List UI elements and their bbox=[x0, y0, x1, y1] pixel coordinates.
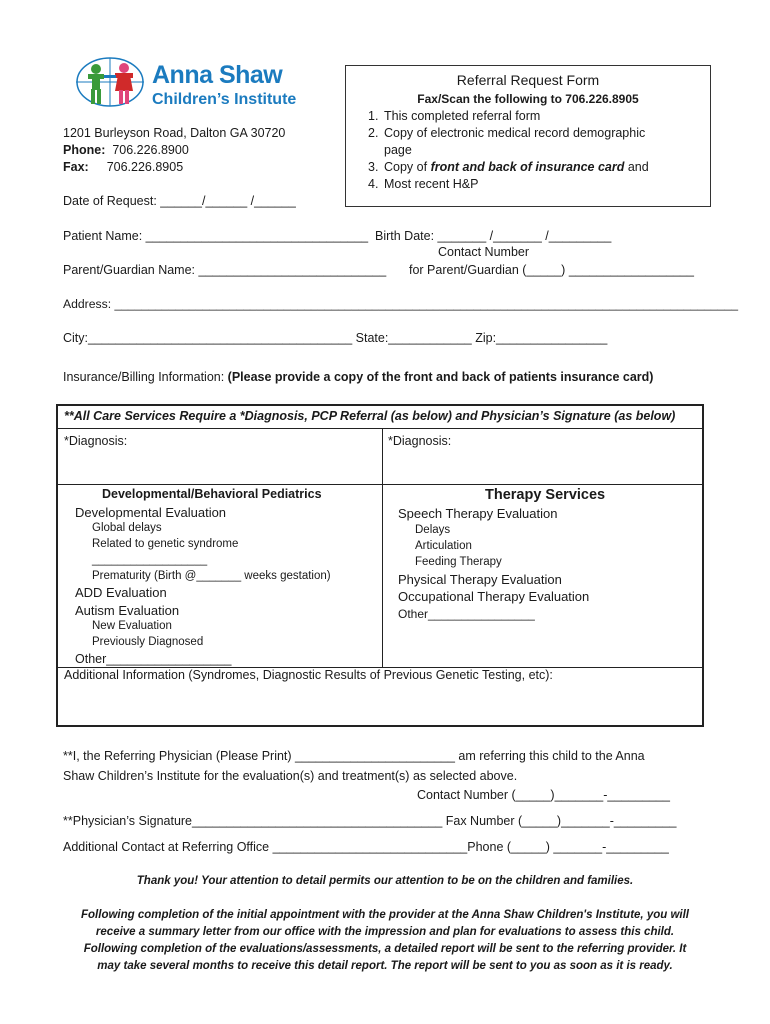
list-item: page bbox=[384, 143, 412, 157]
developmental-pediatrics-section bbox=[58, 485, 383, 667]
address-field[interactable]: Address: ____________________________________________________________________________________________ bbox=[63, 297, 739, 311]
list-item: 4. Most recent H&P bbox=[368, 177, 479, 191]
physician-print-name-field[interactable]: **I, the Referring Physician (Please Print) _______________________ am referring this child to the Anna bbox=[63, 749, 645, 763]
requirements-list bbox=[368, 108, 649, 193]
clinic-fax: Fax: 706.226.8905 bbox=[63, 160, 184, 174]
therapy-services-section bbox=[383, 485, 704, 667]
care-services-table bbox=[56, 404, 704, 727]
additional-info-field[interactable]: Additional Information (Syndromes, Diagnostic Results of Previous Genetic Testing, etc): bbox=[64, 668, 553, 682]
physician-statement: Shaw Children’s Institute for the evaluation(s) and treatment(s) as selected above. bbox=[63, 769, 518, 783]
checkbox-option[interactable]: Physical Therapy Evaluation bbox=[398, 572, 562, 587]
checkbox-option[interactable]: ADD Evaluation bbox=[75, 585, 167, 600]
blank-line[interactable]: __________________ bbox=[92, 554, 208, 566]
clinic-street: 1201 Burleyson Road, Dalton GA 30720 bbox=[63, 126, 286, 140]
dev-section-title: Developmental/Behavioral Pediatrics bbox=[102, 487, 322, 501]
physician-signature-field[interactable]: **Physician’s Signature____________________________________ Fax Number (_____)_______-_________ bbox=[63, 814, 677, 828]
completion-notice: Following completion of the initial appointment with the provider at the Anna Shaw Children's Institute, you will receive a summary letter from our office with the impression and plan for evaluations to assess this child. Following completion of the evaluations/assessments, a detailed report will be sent to the referring provider. It may take several months to receive this detail report. The report will be sent to you as soon as it is ready. bbox=[81, 909, 689, 972]
parent-guardian-name-field[interactable]: Parent/Guardian Name: ___________________________ bbox=[63, 263, 387, 277]
care-services-header: **All Care Services Require a *Diagnosis, PCP Referral (as below) and Physician’s Signature (as below) bbox=[58, 406, 702, 429]
city-state-zip-field[interactable]: City:______________________________________ State:____________ Zip:________________ bbox=[63, 331, 608, 345]
checkbox-option[interactable]: Developmental Evaluation bbox=[75, 505, 227, 520]
checkbox-option[interactable]: Occupational Therapy Evaluation bbox=[398, 589, 590, 604]
additional-contact-field[interactable]: Additional Contact at Referring Office ____________________________Phone (_____) _______-_________ bbox=[63, 840, 669, 854]
thank-you-note: Thank you! Your attention to detail permits our attention to be on the children and families. bbox=[136, 875, 634, 887]
insurance-billing-line: Insurance/Billing Information: (Please provide a copy of the front and back of patients insurance card) bbox=[63, 370, 654, 384]
checkbox-option[interactable]: New Evaluation bbox=[92, 620, 172, 632]
checkbox-option[interactable]: Previously Diagnosed bbox=[92, 636, 204, 648]
logo bbox=[74, 55, 324, 110]
logo-name: Anna Shaw bbox=[152, 61, 283, 89]
list-item: 2. Copy of electronic medical record demographic bbox=[368, 126, 646, 140]
parent-contact-number-field[interactable]: for Parent/Guardian (_____) __________________ bbox=[409, 263, 694, 277]
checkbox-option[interactable]: Articulation bbox=[415, 540, 472, 552]
diagnosis-left-field[interactable]: *Diagnosis: bbox=[58, 429, 383, 485]
checkbox-option[interactable]: Global delays bbox=[92, 522, 162, 534]
list-item: 3. Copy of front and back of insurance card and bbox=[368, 160, 649, 174]
logo-subtitle: Children’s Institute bbox=[152, 91, 297, 108]
list-item: 1. This completed referral form bbox=[368, 109, 541, 123]
checkbox-option[interactable]: Speech Therapy Evaluation bbox=[398, 506, 558, 521]
birth-date-field[interactable]: Birth Date: _______ /_______ /_________ bbox=[375, 229, 612, 243]
other-field[interactable]: Other________________ bbox=[398, 607, 535, 621]
referral-request-box bbox=[345, 65, 711, 207]
fax-instruction: Fax/Scan the following to 706.226.8905 bbox=[417, 92, 639, 106]
children-figures-icon bbox=[74, 55, 150, 110]
checkbox-option[interactable]: Feeding Therapy bbox=[415, 556, 502, 568]
physician-contact-number-field[interactable]: Contact Number (_____)_______-_________ bbox=[417, 788, 670, 802]
contact-number-label: Contact Number bbox=[438, 245, 530, 259]
therapy-section-title: Therapy Services bbox=[485, 487, 606, 503]
diagnosis-right-field[interactable]: *Diagnosis: bbox=[383, 429, 704, 485]
date-of-request-field[interactable]: Date of Request: ______/______ /______ bbox=[63, 194, 296, 208]
checkbox-option[interactable]: Related to genetic syndrome bbox=[92, 538, 239, 550]
checkbox-option[interactable]: Prematurity (Birth @_______ weeks gestation) bbox=[92, 570, 331, 582]
form-title: Referral Request Form bbox=[456, 72, 600, 88]
patient-name-field[interactable]: Patient Name: ________________________________ bbox=[63, 229, 369, 243]
clinic-phone: Phone: 706.226.8900 bbox=[63, 143, 189, 157]
clinic-address-block bbox=[63, 125, 285, 176]
checkbox-option[interactable]: Delays bbox=[415, 524, 451, 536]
checkbox-option[interactable]: Autism Evaluation bbox=[75, 603, 180, 618]
other-field[interactable]: Other__________________ bbox=[75, 652, 232, 666]
